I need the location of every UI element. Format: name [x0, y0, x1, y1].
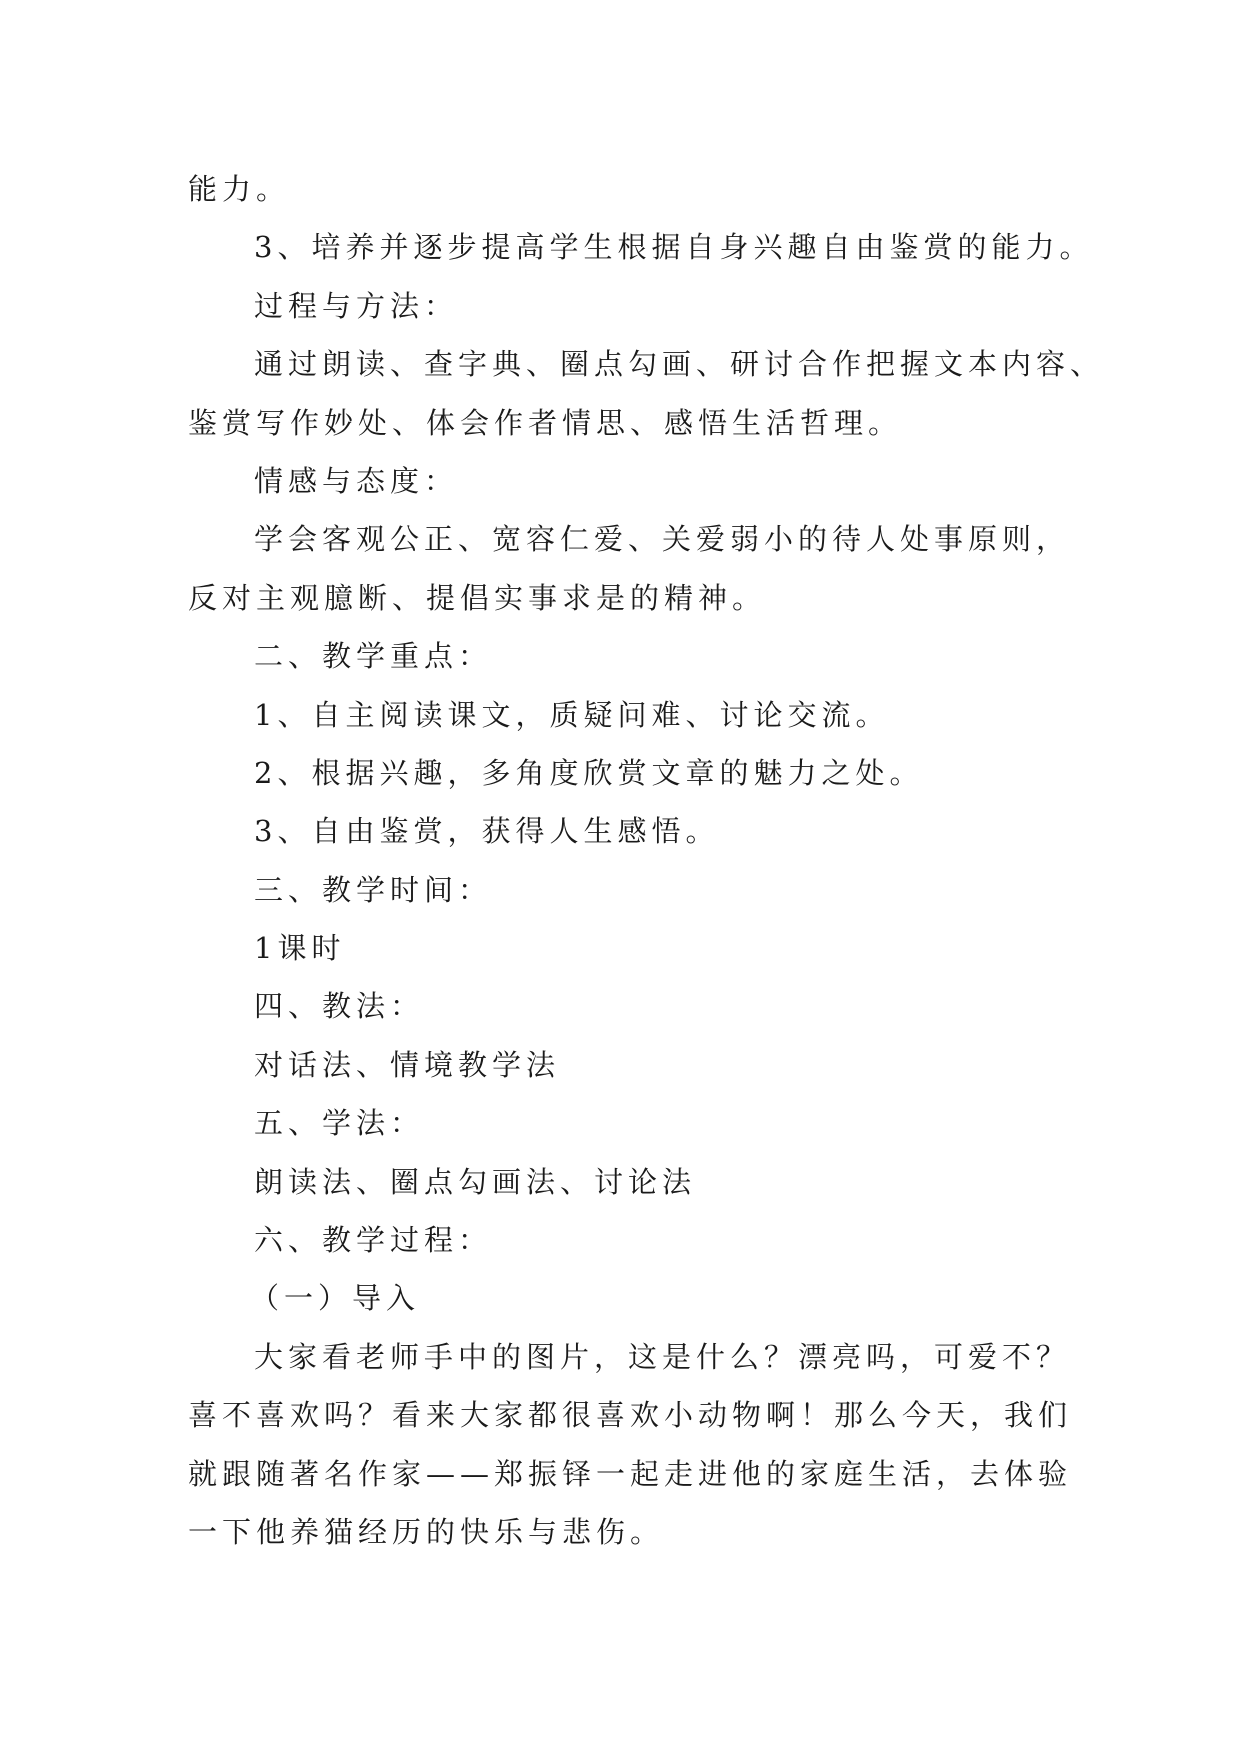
paragraph-line: 大家看老师手中的图片，这是什么？漂亮吗，可爱不？: [254, 1339, 1071, 1374]
section-heading: 过程与方法：: [254, 288, 459, 323]
paragraph-line: 3、培养并逐步提高学生根据自身兴趣自由鉴赏的能力。: [254, 230, 1094, 265]
section-heading: 五、学法：: [254, 1106, 425, 1141]
paragraph-line: 1课时: [254, 931, 346, 966]
paragraph-line: 就跟随著名作家——郑振铎一起走进他的家庭生活，去体验: [188, 1456, 1073, 1491]
paragraph-line: 喜不喜欢吗？看来大家都很喜欢小动物啊！那么今天，我们: [188, 1398, 1073, 1433]
section-heading: 二、教学重点：: [254, 639, 493, 674]
paragraph-line: 学会客观公正、宽容仁爱、关爱弱小的待人处事原则，: [254, 522, 1071, 557]
section-heading: 情感与态度：: [254, 463, 459, 498]
paragraph-line: 通过朗读、查字典、圈点勾画、研讨合作把握文本内容、: [254, 347, 1105, 382]
paragraph-line: 能力。: [188, 172, 291, 206]
list-item: 3、自由鉴赏，获得人生感悟。: [254, 814, 720, 849]
section-heading: 四、教法：: [254, 989, 425, 1024]
list-item: 1、自主阅读课文，质疑问难、讨论交流。: [254, 697, 890, 732]
paragraph-line: 一下他养猫经历的快乐与悲伤。: [188, 1514, 665, 1549]
document-body: [188, 160, 1105, 1561]
paragraph-line: 对话法、情境教学法: [254, 1047, 561, 1082]
section-heading: 六、教学过程：: [254, 1223, 493, 1258]
paragraph-line: 朗读法、圈点勾画法、讨论法: [254, 1164, 697, 1199]
section-heading: 三、教学时间：: [254, 872, 493, 907]
paragraph-line: 鉴赏写作妙处、体会作者情思、感悟生活哲理。: [188, 405, 903, 440]
subsection-heading: （一）导入: [250, 1281, 421, 1316]
paragraph-line: 反对主观臆断、提倡实事求是的精神。: [188, 580, 767, 615]
list-item: 2、根据兴趣，多角度欣赏文章的魅力之处。: [254, 755, 924, 790]
